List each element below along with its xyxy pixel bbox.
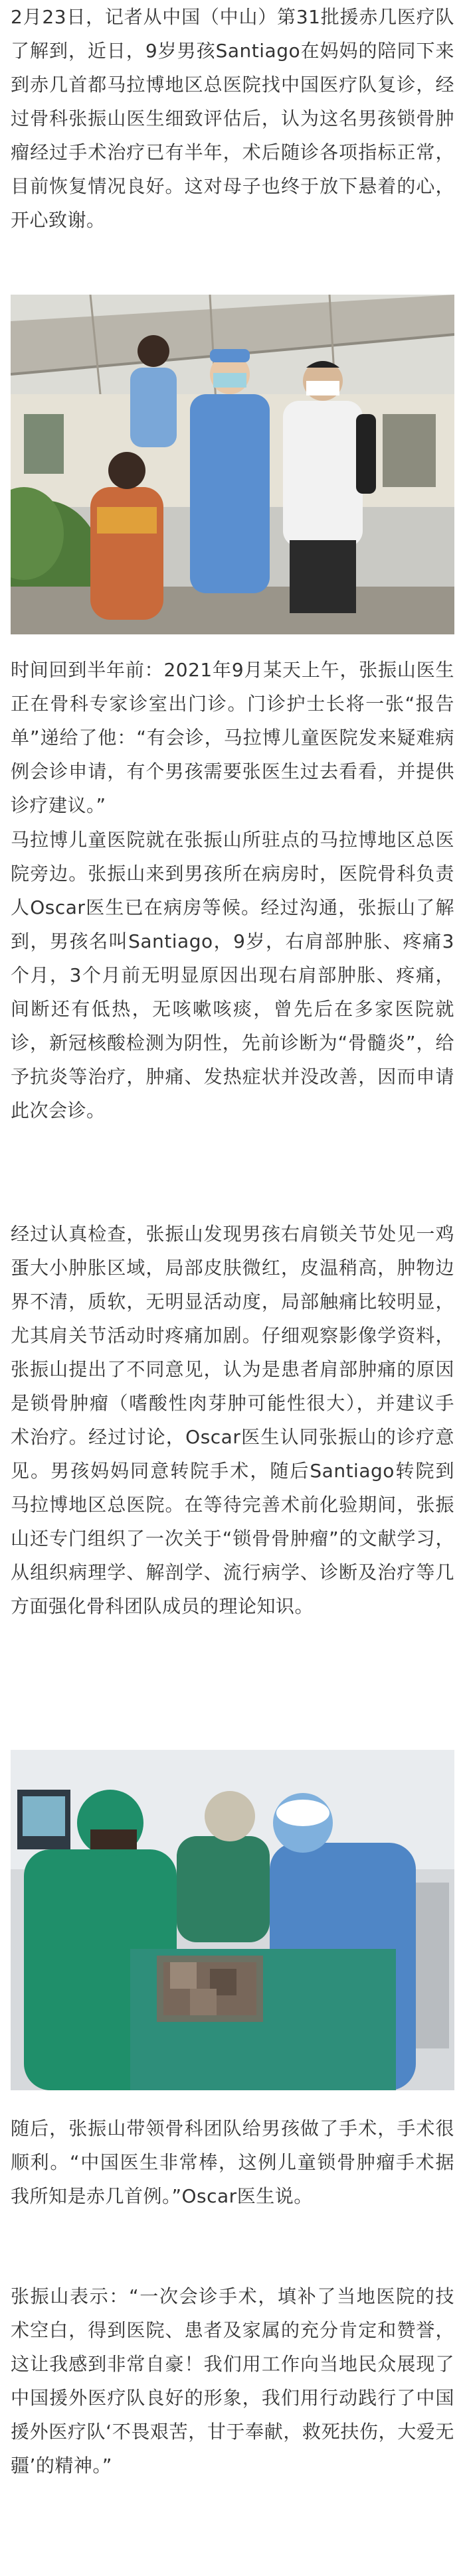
paragraph-3: 马拉博儿童医院就在张振山所驻点的马拉博地区总医院旁边。张振山来到男孩所在病房时，医院骨科负责人Oscar医生已在病房等候。经过沟通，张振山了解到，男孩名叫Santiago，9岁，右肩部肿胀、疼痛3个月，3个月前无明显原因出现右肩部肿胀、疼痛，间断还有低热，无咳嗽咳痰，曾先后在多家医院就诊，新冠核酸检测为阴性，先前诊断为“骨髓炎”，给予抗炎等治疗，肿痛、发热症状并没改善，因而申请此次会诊。 <box>11 829 454 1121</box>
surgery-photo-image <box>11 1750 454 2090</box>
paragraph-4: 经过认真检查，张振山发现男孩右肩锁关节处见一鸡蛋大小肿胀区域，局部皮肤微红，皮温稍高，肿物边界不清，质软，无明显活动度，局部触痛比较明显，尤其肩关节活动时疼痛加剧。仔细观察影像学资料，张振山提出了不同意见，认为是患者肩部肿痛的原因是锁骨肿瘤（嗜酸性肉芽肿可能性很大），并建议手术治疗。经过讨论，Oscar医生认同张振山的诊疗意见。男孩妈妈同意转院手术，随后Santiago转院到马拉博地区总医院。在等待完善术前化验期间，张振山还专门组织了一次关于“锁骨骨肿瘤”的文献学习，从组织病理学、解剖学、流行病学、诊断及治疗等几方面强化骨科团队成员的理论知识。 <box>11 1223 454 1617</box>
group-photo-image <box>11 295 454 634</box>
group-photo <box>11 295 454 634</box>
paragraph-6: 张振山表示：“一次会诊手术，填补了当地医院的技术空白，得到医院、患者及家属的充分肯定和赞誉，这让我感到非常自豪！我们用工作向当地民众展现了中国援外医疗队良好的形象，我们用行动践行了中国援外医疗队‘不畏艰苦，甘于奉献，救死扶伤，大爱无疆’的精神。” <box>11 2285 454 2476</box>
surgery-photo <box>11 1750 454 2090</box>
paragraph-1: 2月23日，记者从中国（中山）第31批援赤几医疗队了解到，近日，9岁男孩Santiago在妈妈的陪同下来到赤几首都马拉博地区总医院找中国医疗队复诊，经过骨科张振山医生细致评估后，认为这名男孩锁骨肿瘤经过手术治疗已有半年，术后随诊各项指标正常，目前恢复情况良好。这对母子也终于放下悬着的心，开心致谢。 <box>11 6 454 231</box>
paragraph-2: 时间回到半年前：2021年9月某天上午，张振山医生正在骨科专家诊室出门诊。门诊护士长将一张“报告单”递给了他：“有会诊，马拉博儿童医院发来疑难病例会诊申请，有个男孩需要张医生过去看看，并提供诊疗建议。” <box>11 659 454 816</box>
paragraph-5: 随后，张振山带领骨科团队给男孩做了手术，手术很顺利。“中国医生非常棒，这例儿童锁骨肿瘤手术据我所知是赤几首例。”Oscar医生说。 <box>11 2117 454 2207</box>
